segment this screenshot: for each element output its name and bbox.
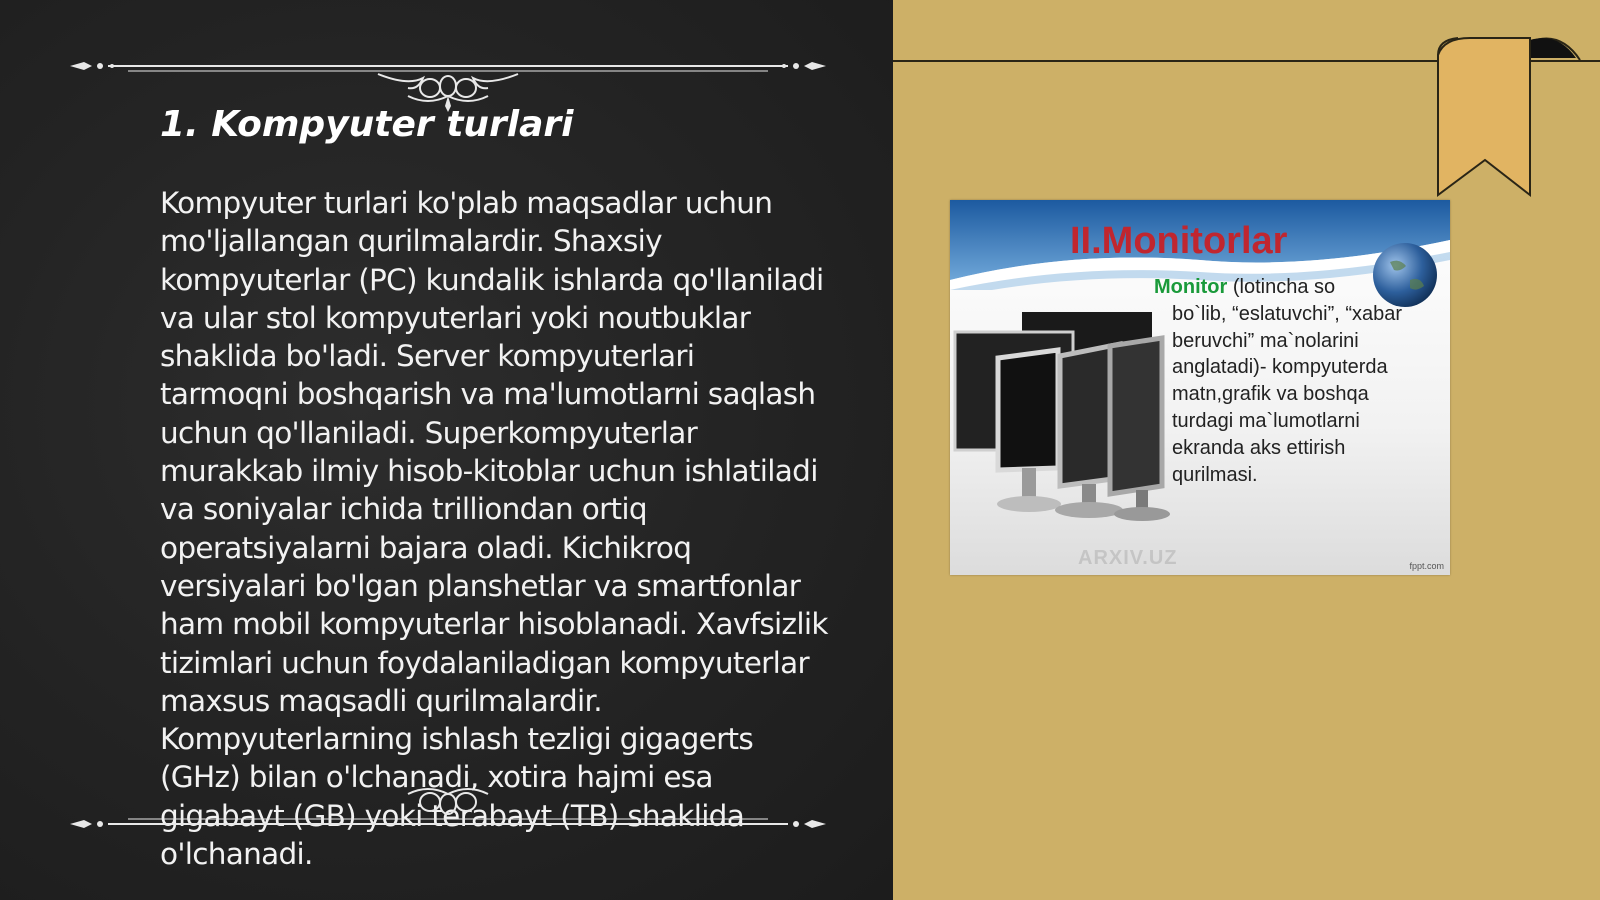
monitor-description [1154, 274, 1434, 488]
bookmark-ribbon-icon [1430, 30, 1600, 200]
bottom-ornament-divider [68, 782, 828, 832]
image-watermark: ARXIV.UZ [1078, 547, 1178, 569]
image-source: fppt.com [1409, 561, 1444, 571]
monitors-illustration [950, 300, 1180, 530]
monitor-first-line [1154, 276, 1335, 298]
slide-body-text: Kompyuter turlari ko'plab maqsadlar uchun mo'ljallangan qurilmalardir. Shaxsiy kompyuterlar (PC) kundalik ishlarda qo'llaniladi va ular stol kompyuterlari yoki noutbuklar shaklida bo'ladi. Server kompyuterlari tarmoqni boshqarish va ma'lumotlarni saqlash uchun qo'llaniladi. Superkompyuterlar murakkab ilmiy hisob-kitoblar uchun ishlatiladi va soniyalar ichida trilliondan ortiq operatsiyalarni bajara oladi. Kichikroq versiyalari bo'lgan planshetlar va smartfonlar ham mobil kompyuterlar hisoblanadi. Xavfsizlik tizimlari uchun foydalaniladigan kompyuterlar maxsus maqsadli qurilmalardir. Kompyuterlarning ishlash tezligi gigagerts (GHz) bilan o'lchanadi, xotira hajmi esa gigabayt (GB) yoki terabayt (TB) shaklida o'lchanadi. [160, 186, 828, 872]
monitor-description-rest: bo`lib, “eslatuvchi”, “xabar beruvchi” ma`nolarini anglatadi)- kompyuterda matn,grafik va boshqa turdagi ma`lumotlarni ekranda aks ettirish qurilmasi. [1172, 302, 1403, 486]
image-slide-title: II.Monitorlar [1070, 220, 1288, 262]
monitor-slide-image [950, 200, 1450, 575]
monitor-first-line-rest: (lotincha so [1227, 276, 1336, 298]
monitor-keyword: Monitor [1154, 276, 1228, 298]
slide-title: 1. Kompyuter turlari [160, 104, 574, 145]
